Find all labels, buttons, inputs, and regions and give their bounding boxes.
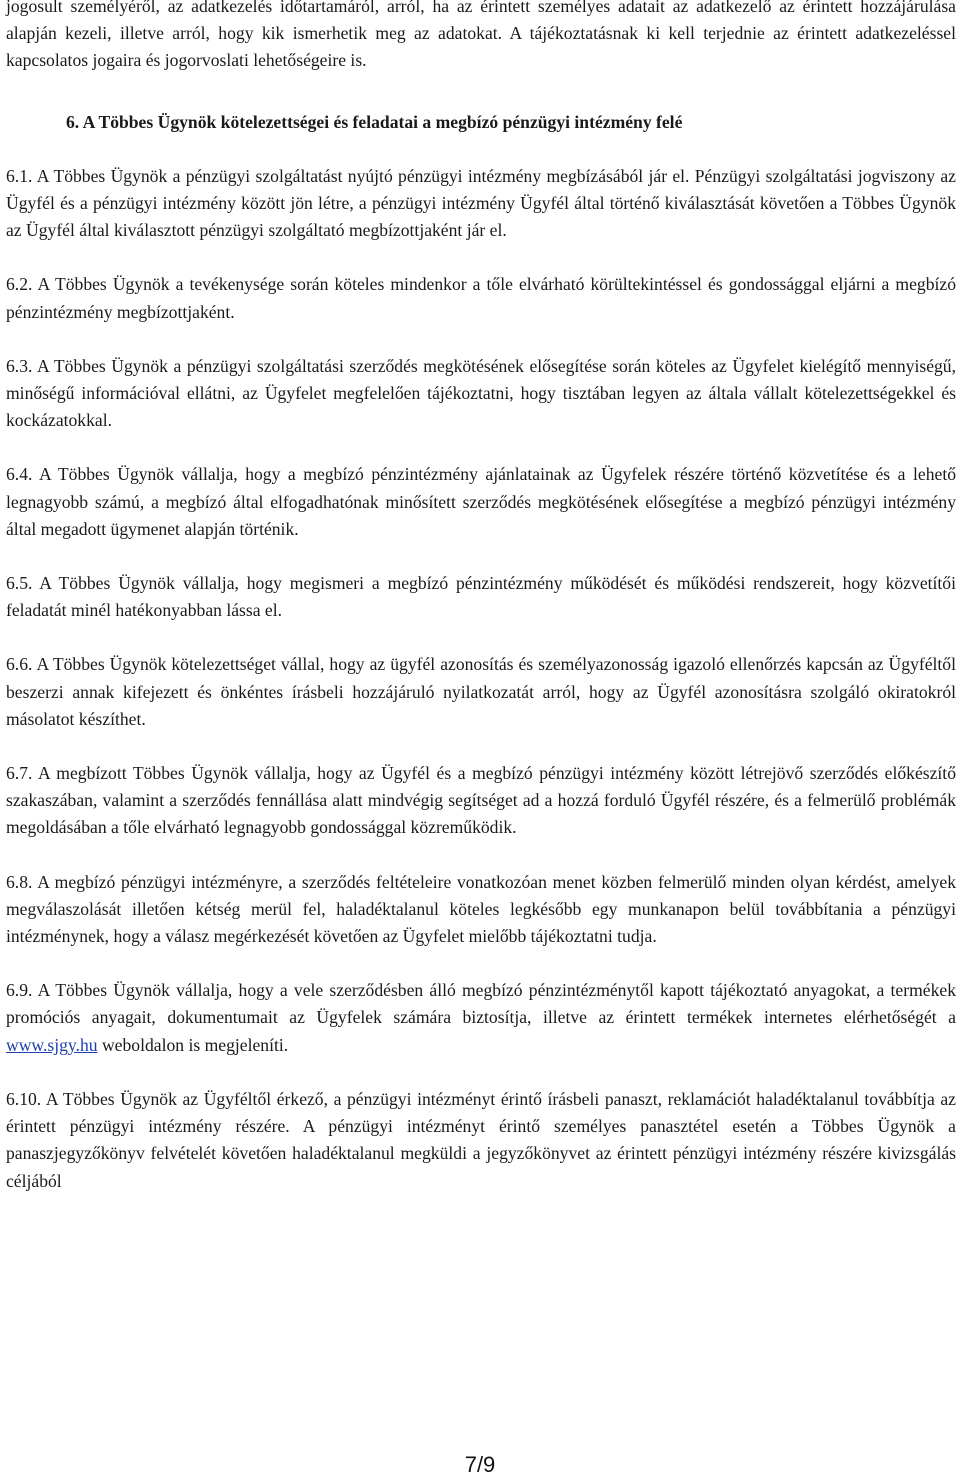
- paragraph-6-9: [6, 977, 956, 1059]
- website-link[interactable]: www.sjgy.hu: [6, 1034, 98, 1055]
- paragraph-text: A Többes Ügynök az Ügyféltől érkező, a pénzügyi intézményt érintő írásbeli panaszt, reklamációt haladéktalanul továbbítja az érintett pénzügyi intézmény részére. A pénzügyi intézményt érintő személyes panasztétel esetén a Többes Ügynök a panaszjegyzőkönyv felvételét követően haladéktalanul megküldi a jegyzőkönyvet az érintett pénzügyi intézmény részére kivizsgálás céljából: [6, 1088, 956, 1191]
- intro-paragraph: jogosult személyéről, az adatkezelés időtartamáról, arról, ha az érintett személyes adatait az adatkezelő az érintett hozzájárulása alapján kezeli, illetve arról, hogy kik ismerhetik meg az adatokat. A tájékoztatásnak ki kell terjednie az érintett adatkezeléssel kapcsolatos jogaira és jogorvoslati lehetőségeire is.: [6, 0, 956, 71]
- paragraph-number: 6.9.: [6, 980, 33, 1001]
- paragraph-number: 6.4.: [6, 464, 33, 485]
- document-page: [6, 0, 956, 1195]
- paragraph-text: A Többes Ügynök a pénzügyi szolgáltatási szerződés megkötésének elősegítése során köteles az Ügyfelet kielégítő mennyiségű, minőségű információval ellátni, az Ügyfelet megfelelően tájékoztatni, hogy tisztában legyen az általa vállalt kötelezettségekkel és kockázatokkal.: [6, 355, 956, 431]
- section-number: 6.: [66, 111, 80, 132]
- paragraph-number: 6.7.: [6, 763, 33, 784]
- paragraph-text: A Többes Ügynök a pénzügyi szolgáltatást nyújtó pénzügyi intézmény megbízásából jár el. Pénzügyi szolgáltatási jogviszony az Ügyfél és a pénzügyi intézmény között jön létre, a pénzügyi intézmény Ügyfél által történő kiválasztását követően a Többes Ügynök az Ügyfél által kiválasztott pénzügyi szolgáltató megbízottjaként jár el.: [6, 165, 956, 241]
- paragraph-text: A Többes Ügynök kötelezettséget vállal, hogy az ügyfél azonosítás és személyazonosság igazoló ellenőrzés kapcsán az Ügyféltől beszerzi annak kifejezett és önkéntes írásbeli hozzájáruló nyilatkozatát arról, hogy az Ügyfél azonosításra szolgáló okiratokról másolatot készíthet.: [6, 654, 956, 729]
- paragraph-text: A Többes Ügynök vállalja, hogy a vele szerződésben álló megbízó pénzintézménytől kapott tájékoztató anyagokat, a termékek promóciós anyagait, dokumentumait az Ügyfelek számára biztosítja, illetve az érintett termékek internetes elérhetőségét a: [6, 980, 956, 1028]
- paragraph-6-8: [6, 869, 956, 951]
- paragraph-number: 6.8.: [6, 871, 33, 892]
- paragraph-number: 6.10.: [6, 1088, 42, 1109]
- paragraph-6-10: [6, 1086, 956, 1195]
- section-title: A Többes Ügynök kötelezettségei és feladatai a megbízó pénzügyi intézmény felé: [82, 111, 683, 132]
- section-heading: [6, 109, 956, 136]
- paragraph-6-7: [6, 760, 956, 842]
- paragraph-6-1: [6, 163, 956, 245]
- paragraph-number: 6.2.: [6, 274, 33, 295]
- page-number: 7/9: [464, 1452, 496, 1477]
- paragraph-text: A megbízott Többes Ügynök vállalja, hogy az Ügyfél és a megbízó pénzügyi intézmény között létrejövő szerződés előkészítő szakaszában, valamint a szerződés fennállása alatt mindvégig segítséget ad a hozzá forduló Ügyfél részére, és a felmerülő problémák megoldásában a tőle elvárható legnagyobb gondossággal közreműködik.: [6, 763, 956, 838]
- paragraph-text: A Többes Ügynök vállalja, hogy a megbízó pénzintézmény ajánlatainak az Ügyfelek részére történő közvetítése és a lehető legnagyobb számú, a megbízó által elfogadhatónak minősített szerződés megkötésének elősegítése a megbízó pénzügyi intézmény által megadott ügymenet alapján történik.: [6, 464, 956, 539]
- paragraph-6-5: [6, 570, 956, 624]
- paragraph-6-2: [6, 271, 956, 325]
- paragraph-6-4: [6, 461, 956, 543]
- paragraph-number: 6.3.: [6, 355, 33, 376]
- paragraph-number: 6.6.: [6, 654, 33, 675]
- paragraph-6-6: [6, 651, 956, 733]
- paragraph-number: 6.5.: [6, 573, 33, 594]
- paragraph-text: A Többes Ügynök a tevékenysége során köteles mindenkor a tőle elvárható körültekintéssel és gondossággal eljárni a megbízó pénzintézmény megbízottjaként.: [6, 274, 957, 322]
- paragraph-text-after-link: weboldalon is megjeleníti.: [101, 1034, 289, 1055]
- paragraph-6-3: [6, 353, 956, 435]
- paragraph-text: A Többes Ügynök vállalja, hogy megismeri a megbízó pénzintézmény működését és működési rendszereit, hogy közvetítői feladatát minél hatékonyabban lássa el.: [6, 573, 956, 621]
- paragraph-text: A megbízó pénzügyi intézményre, a szerződés feltételeire vonatkozóan menet közben felmerülő minden olyan kérdést, amelyek megválaszolását illetően kétség merül fel, haladéktalanul köteles legkésőbb egy munkanapon belül továbbítania a pénzügyi intézménynek, hogy a válasz megérkezését követően az Ügyfelet mielőbb tájékoztatni tudja.: [6, 871, 957, 947]
- paragraph-number: 6.1.: [6, 165, 33, 186]
